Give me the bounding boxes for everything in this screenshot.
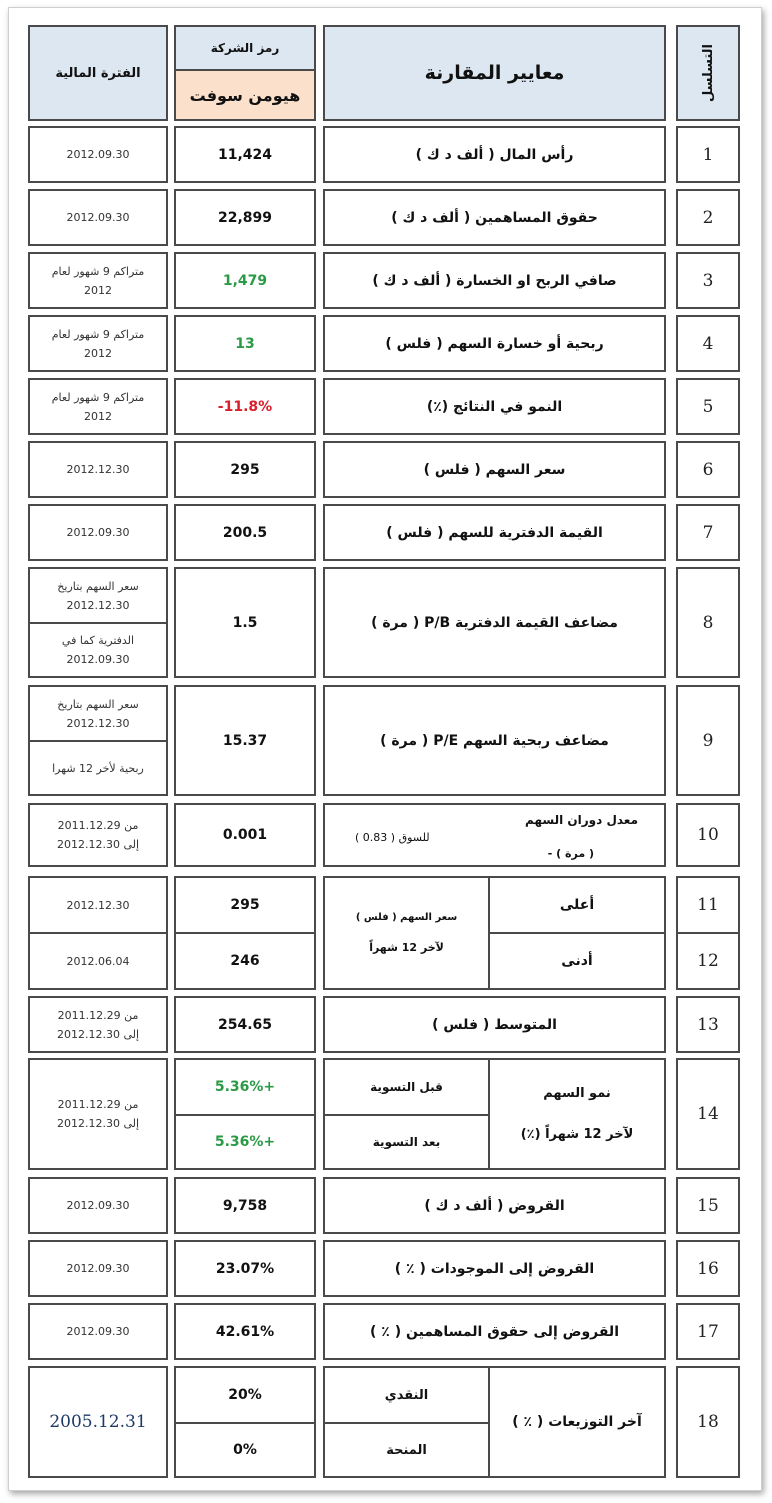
row-1-period bbox=[28, 126, 168, 183]
row-17-criterion bbox=[323, 1303, 666, 1360]
value: 5.36%+ bbox=[214, 1134, 276, 1150]
row-14-before-label bbox=[323, 1058, 490, 1116]
row-3-serial bbox=[676, 252, 740, 309]
period-line-2: إلى 2012.12.30 bbox=[56, 838, 140, 851]
company-name: هيومن سوفت bbox=[189, 85, 301, 105]
row-5-criterion bbox=[323, 378, 666, 435]
row-2-serial bbox=[676, 189, 740, 246]
row-14-after-label bbox=[323, 1114, 490, 1170]
period-line-1: سعر السهم بتاريخ bbox=[57, 697, 139, 711]
period-line-2: 2012.12.30 bbox=[66, 598, 130, 612]
header-company-code bbox=[174, 25, 316, 71]
value: 200.5 bbox=[222, 524, 268, 541]
row-8-period-book bbox=[28, 622, 168, 678]
row-18-serial bbox=[676, 1366, 740, 1478]
serial-number: 17 bbox=[697, 1321, 719, 1342]
period: 2012.09.30 bbox=[66, 1199, 130, 1212]
criterion-line-1: نمو السهم bbox=[543, 1086, 611, 1101]
row-3-criterion bbox=[323, 252, 666, 309]
period-line-1: متراكم 9 شهور لعام bbox=[51, 390, 145, 404]
period-line-2: إلى 2012.12.30 bbox=[56, 1027, 140, 1041]
serial-number: 7 bbox=[702, 522, 714, 543]
period-line-2: 2012 bbox=[84, 409, 112, 423]
value: 1.5 bbox=[232, 614, 258, 631]
criterion-label: مضاعف ربحية السهم P/E ( مرة ) bbox=[380, 732, 609, 749]
header-criteria bbox=[323, 25, 666, 121]
period: 2012.09.30 bbox=[66, 526, 130, 539]
row-2-value bbox=[174, 189, 316, 246]
row-18-cash-label bbox=[323, 1366, 490, 1424]
row-13-criterion bbox=[323, 996, 666, 1053]
row-4-value bbox=[174, 315, 316, 372]
header-company-code-label: رمز الشركة bbox=[210, 41, 280, 55]
row-14-before-value bbox=[174, 1058, 316, 1116]
period-line-2: 2012 bbox=[84, 346, 112, 360]
row-5-period bbox=[28, 378, 168, 435]
criterion-line-1: معدل دوران السهم bbox=[525, 813, 638, 827]
row-18-period bbox=[28, 1366, 168, 1478]
serial-number: 16 bbox=[697, 1258, 719, 1279]
row-15-value bbox=[174, 1177, 316, 1234]
row-9-period-eps bbox=[28, 740, 168, 796]
criterion-label: المتوسط ( فلس ) bbox=[432, 1016, 557, 1033]
row-16-serial bbox=[676, 1240, 740, 1297]
value: 5.36%+ bbox=[214, 1079, 276, 1095]
header-criteria-label: معايير المقارنة bbox=[424, 62, 565, 84]
row-16-criterion bbox=[323, 1240, 666, 1297]
serial-number: 5 bbox=[702, 396, 714, 417]
criterion-label: مضاعف القيمة الدفترية P/B ( مرة ) bbox=[371, 614, 618, 631]
value: 22,899 bbox=[217, 209, 273, 226]
row-13-value bbox=[174, 996, 316, 1053]
row-15-serial bbox=[676, 1177, 740, 1234]
value: 295 bbox=[230, 461, 260, 478]
row-14-serial bbox=[676, 1058, 740, 1170]
row-12-period bbox=[28, 932, 168, 990]
serial-number: 11 bbox=[697, 895, 719, 915]
row-7-value bbox=[174, 504, 316, 561]
period: 2012.12.30 bbox=[66, 898, 130, 912]
criterion-label: صافي الربح او الخسارة ( ألف د ك ) bbox=[372, 272, 617, 289]
value: 11,424 bbox=[217, 146, 273, 163]
row-4-period bbox=[28, 315, 168, 372]
row-13-period bbox=[28, 996, 168, 1053]
header-period-label: الفترة المالية bbox=[55, 65, 141, 81]
period-line-2: 2012 bbox=[84, 283, 112, 297]
period-line-2: إلى 2012.12.30 bbox=[56, 1117, 140, 1130]
row-1-value bbox=[174, 126, 316, 183]
serial-number: 9 bbox=[702, 730, 714, 751]
criterion-label: ربحية أو خسارة السهم ( فلس ) bbox=[385, 335, 604, 352]
serial-number: 3 bbox=[702, 270, 714, 291]
row-17-serial bbox=[676, 1303, 740, 1360]
period-line-1: سعر السهم بتاريخ bbox=[57, 579, 139, 593]
row-3-value bbox=[174, 252, 316, 309]
row-9-serial bbox=[676, 685, 740, 796]
period: 2012.09.30 bbox=[66, 1262, 130, 1275]
period: 2012.09.30 bbox=[66, 148, 130, 161]
sub-label: المنحة bbox=[386, 1442, 427, 1458]
row-8-value bbox=[174, 567, 316, 678]
serial-number: 8 bbox=[702, 612, 714, 633]
criterion-label: القيمة الدفترية للسهم ( فلس ) bbox=[386, 524, 603, 541]
value: 13 bbox=[235, 335, 255, 352]
row-6-serial bbox=[676, 441, 740, 498]
row-8-criterion bbox=[323, 567, 666, 678]
row-4-serial bbox=[676, 315, 740, 372]
criterion-label: القروض إلى الموجودات ( ٪ ) bbox=[394, 1260, 595, 1277]
serial-number: 2 bbox=[702, 207, 714, 228]
row-17-value bbox=[174, 1303, 316, 1360]
header-company-name bbox=[174, 69, 316, 121]
row-2-period bbox=[28, 189, 168, 246]
criterion-label: سعر السهم ( فلس ) bbox=[423, 461, 566, 478]
row-3-period bbox=[28, 252, 168, 309]
criterion-line-2: لآخر 12 شهراً (٪) bbox=[520, 1127, 634, 1142]
serial-number: 15 bbox=[697, 1195, 719, 1216]
header-serial-label: التسلسل bbox=[700, 43, 716, 102]
value: 295 bbox=[230, 897, 260, 913]
value: 246 bbox=[230, 953, 260, 969]
sub-label: قبل التسوية bbox=[370, 1080, 443, 1094]
row-7-serial bbox=[676, 504, 740, 561]
header-period bbox=[28, 25, 168, 121]
row-12-criterion bbox=[488, 932, 666, 990]
row-15-criterion bbox=[323, 1177, 666, 1234]
period: 2012.12.30 bbox=[66, 463, 130, 476]
row-6-criterion bbox=[323, 441, 666, 498]
period-line-2: 2012.12.30 bbox=[66, 716, 130, 730]
value: 42.61% bbox=[215, 1323, 275, 1340]
row-12-serial bbox=[676, 932, 740, 990]
row-11-criterion bbox=[488, 876, 666, 934]
criterion-label: حقوق المساهمين ( ألف د ك ) bbox=[391, 209, 598, 226]
value: 254.65 bbox=[217, 1016, 273, 1033]
row-5-serial bbox=[676, 378, 740, 435]
row-12-value bbox=[174, 932, 316, 990]
row-8-serial bbox=[676, 567, 740, 678]
period-line-2: 2012.09.30 bbox=[66, 653, 130, 666]
range-label-line-2: لآخر 12 شهراً bbox=[369, 941, 444, 954]
row-2-criterion bbox=[323, 189, 666, 246]
period-line-1: ربحية لأخر 12 شهرا bbox=[52, 761, 144, 775]
value: 1,479 bbox=[222, 272, 268, 289]
row-11-serial bbox=[676, 876, 740, 934]
row-10-value bbox=[174, 803, 316, 867]
criterion-label: رأس المال ( ألف د ك ) bbox=[415, 146, 574, 163]
row-1-serial bbox=[676, 126, 740, 183]
row-10-period bbox=[28, 803, 168, 867]
criterion-line-2: للسوق ( 0.83 ) bbox=[355, 831, 430, 844]
row-18-cash-value bbox=[174, 1366, 316, 1424]
row-6-value bbox=[174, 441, 316, 498]
row-18-bonus-label bbox=[323, 1422, 490, 1478]
period-line-1: متراكم 9 شهور لعام bbox=[51, 264, 145, 278]
period: 2012.09.30 bbox=[66, 211, 130, 224]
criterion-label: القروض إلى حقوق المساهمين ( ٪ ) bbox=[370, 1323, 619, 1340]
period: 2005.12.31 bbox=[49, 1412, 147, 1432]
period-line-1: الدفترية كما في bbox=[61, 634, 135, 647]
row-18-bonus-value bbox=[174, 1422, 316, 1478]
row-6-period bbox=[28, 441, 168, 498]
value: 0.001 bbox=[222, 827, 268, 843]
row-7-criterion bbox=[323, 504, 666, 561]
row-16-value bbox=[174, 1240, 316, 1297]
row-14-criterion bbox=[488, 1058, 666, 1170]
criterion-label: القروض ( ألف د ك ) bbox=[424, 1197, 565, 1214]
serial-number: 4 bbox=[702, 333, 714, 354]
criterion-label: أدنى bbox=[561, 953, 593, 969]
serial-number: 1 bbox=[702, 144, 714, 165]
row-9-value bbox=[174, 685, 316, 796]
period-line-1: من 2011.12.29 bbox=[57, 1098, 139, 1111]
row-5-value bbox=[174, 378, 316, 435]
period: 2012.06.04 bbox=[66, 954, 130, 968]
row-7-period bbox=[28, 504, 168, 561]
row-11-period bbox=[28, 876, 168, 934]
value: 15.37 bbox=[222, 732, 268, 749]
row-10-criterion bbox=[323, 803, 666, 867]
header-serial bbox=[676, 25, 740, 121]
row-16-period bbox=[28, 1240, 168, 1297]
period-line-1: متراكم 9 شهور لعام bbox=[51, 327, 145, 341]
row-1-criterion bbox=[323, 126, 666, 183]
serial-number: 6 bbox=[702, 459, 714, 480]
sub-label: النقدي bbox=[384, 1387, 429, 1403]
row-14-period bbox=[28, 1058, 168, 1170]
row-8-period-price bbox=[28, 567, 168, 624]
row-11-value bbox=[174, 876, 316, 934]
serial-number: 13 bbox=[697, 1014, 719, 1035]
range-label bbox=[323, 876, 490, 990]
row-18-criterion bbox=[488, 1366, 666, 1478]
period: 2012.09.30 bbox=[66, 1325, 130, 1338]
value: 9,758 bbox=[222, 1197, 268, 1214]
row-13-serial bbox=[676, 996, 740, 1053]
period-line-1: من 2011.12.29 bbox=[57, 819, 139, 832]
range-label-line-1: سعر السهم ( فلس ) bbox=[355, 912, 458, 923]
period-line-1: من 2011.12.29 bbox=[57, 1008, 139, 1022]
value: 0% bbox=[233, 1442, 257, 1458]
row-9-criterion bbox=[323, 685, 666, 796]
row-14-after-value bbox=[174, 1114, 316, 1170]
serial-number: 12 bbox=[697, 951, 719, 971]
row-15-period bbox=[28, 1177, 168, 1234]
value: 20% bbox=[228, 1387, 262, 1403]
value: -11.8% bbox=[217, 398, 273, 415]
serial-number: 14 bbox=[697, 1104, 719, 1124]
criterion-label: أعلى bbox=[559, 897, 595, 913]
criterion-label: النمو في النتائج (٪) bbox=[426, 398, 563, 415]
row-17-period bbox=[28, 1303, 168, 1360]
criterion-label: آخر التوزيعات ( ٪ ) bbox=[512, 1414, 642, 1430]
value: 23.07% bbox=[215, 1260, 275, 1277]
criterion-line-3: ( مرة ) - bbox=[547, 847, 594, 860]
row-9-period-price bbox=[28, 685, 168, 742]
serial-number: 18 bbox=[697, 1412, 719, 1432]
serial-number: 10 bbox=[697, 825, 719, 845]
row-4-criterion bbox=[323, 315, 666, 372]
sub-label: بعد التسوية bbox=[372, 1135, 441, 1149]
row-10-serial bbox=[676, 803, 740, 867]
